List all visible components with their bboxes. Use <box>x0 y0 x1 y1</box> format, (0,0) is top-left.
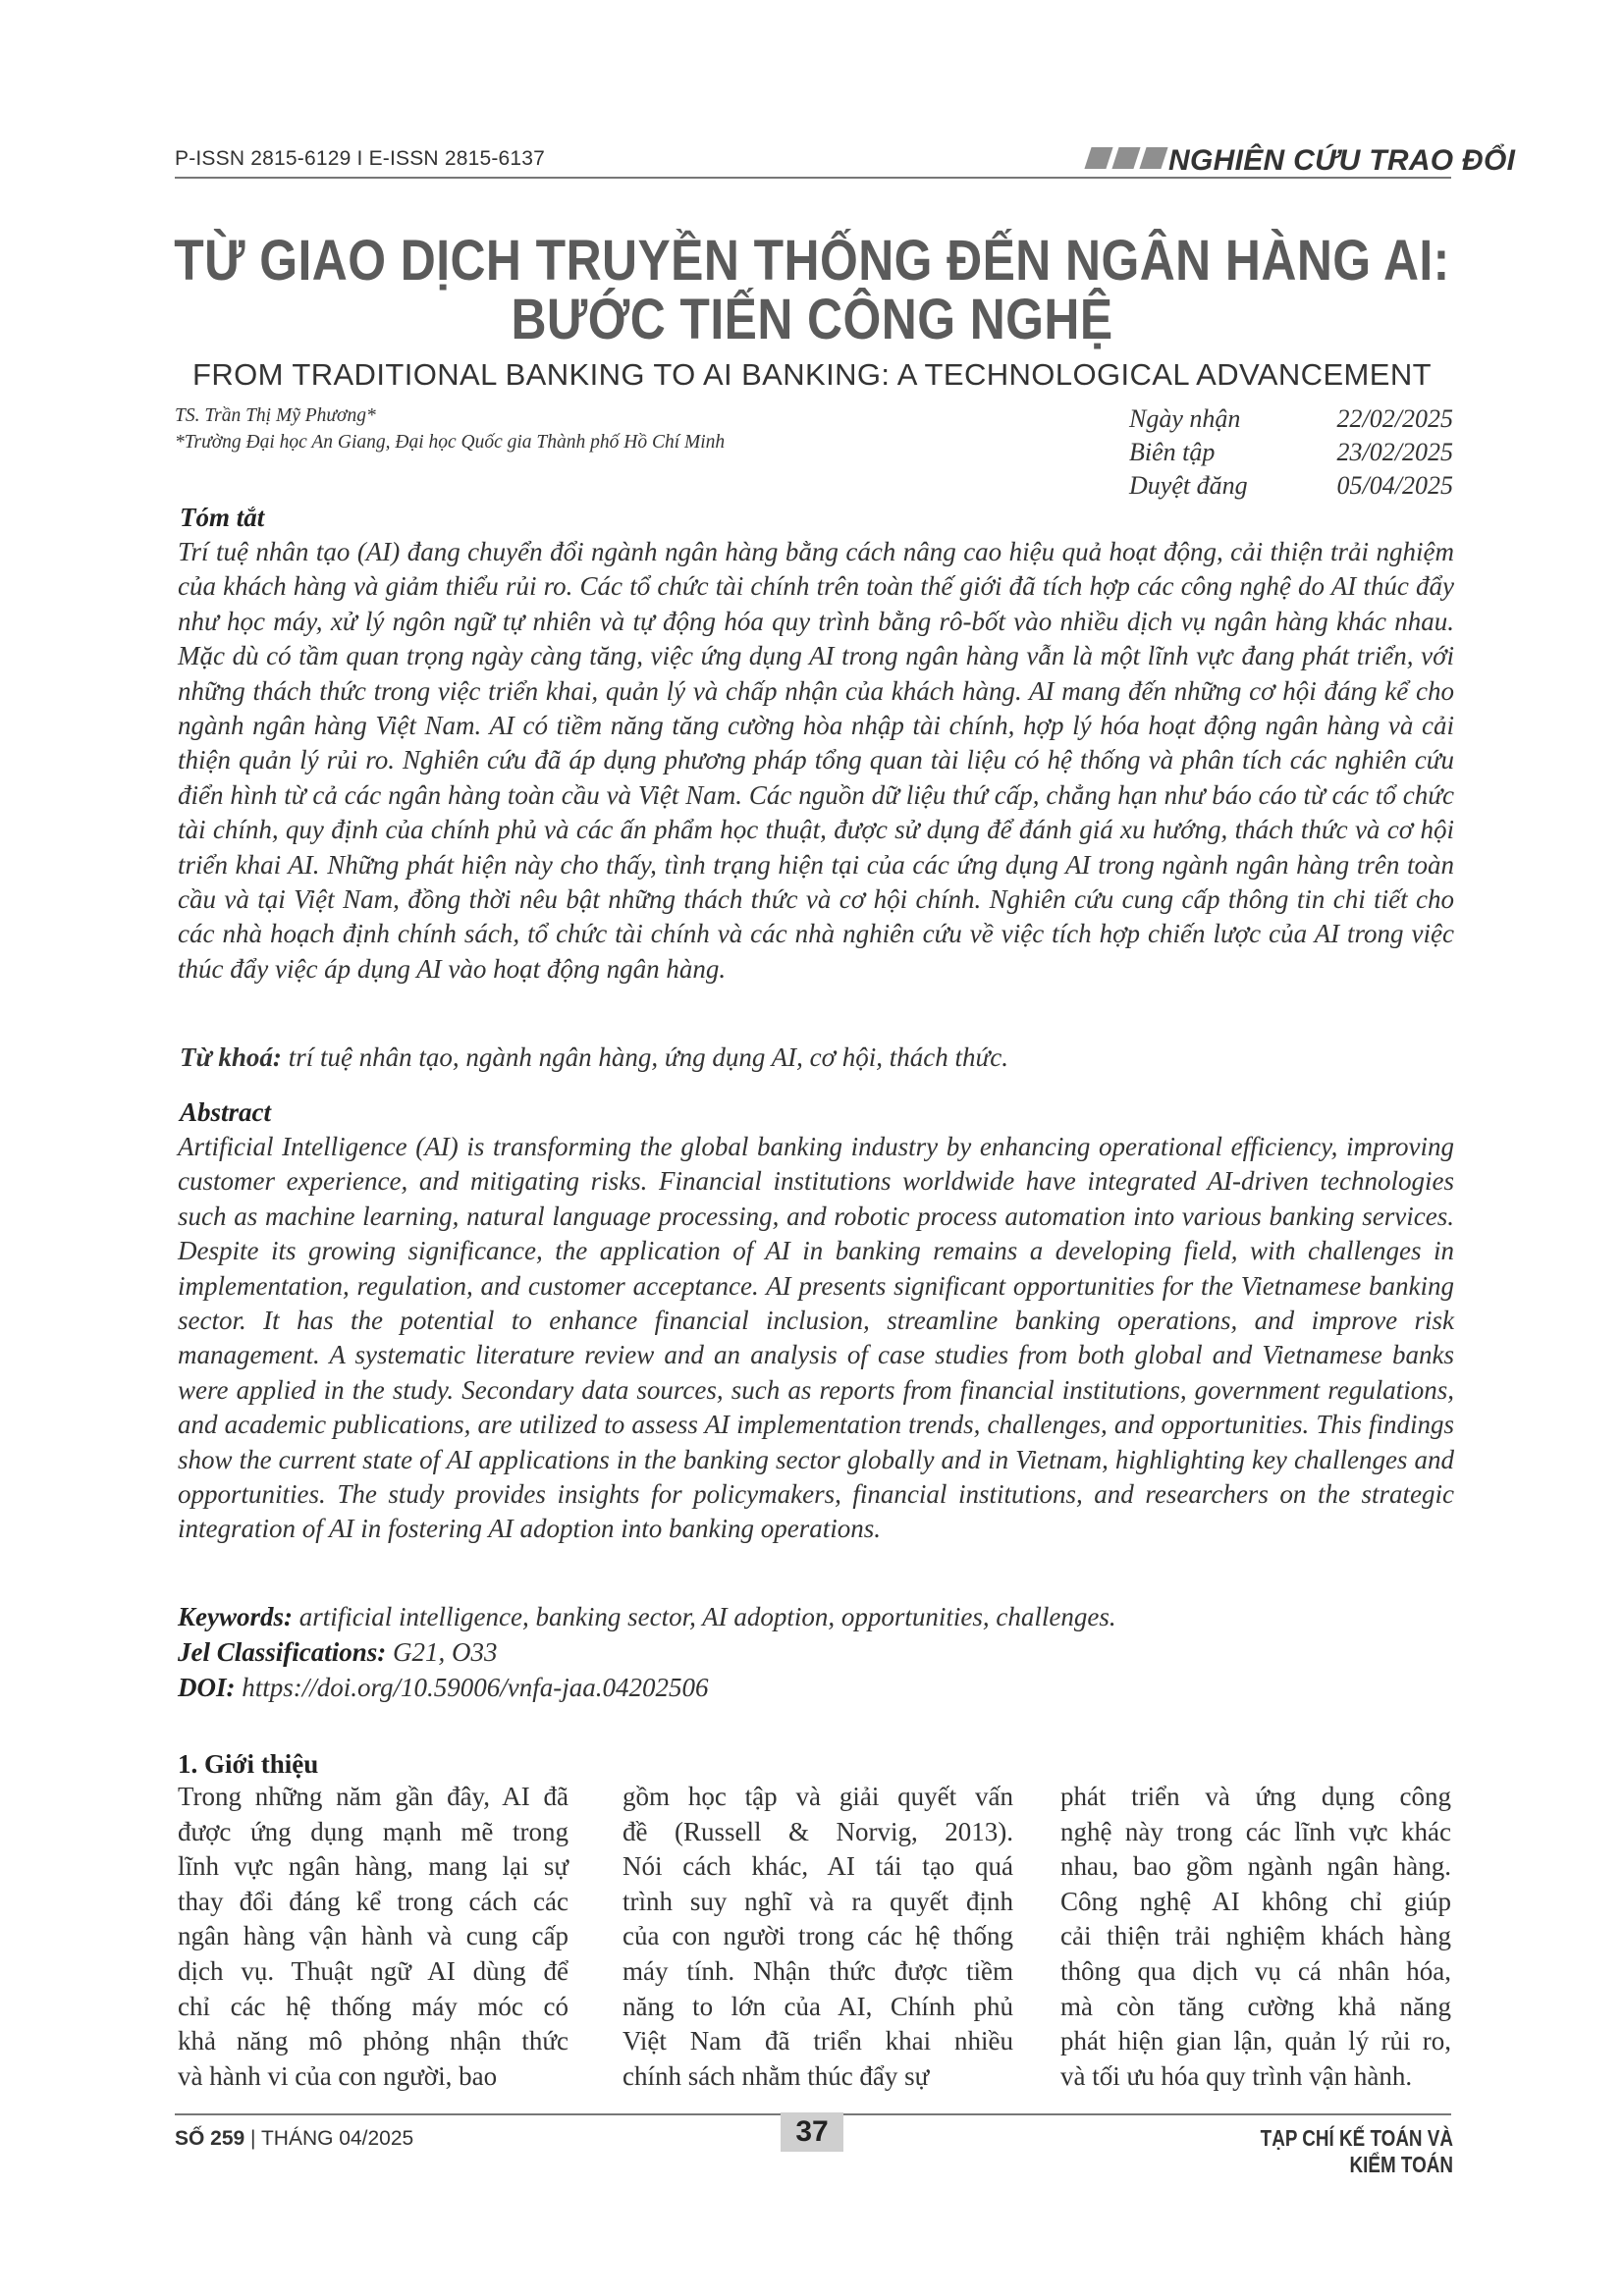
page-number: 37 <box>781 2112 843 2152</box>
keywords-en <box>178 1602 1116 1632</box>
body-line: nhau, bao gồm ngành ngân hàng. <box>1060 1851 1451 1882</box>
author-name: TS. Trần Thị Mỹ Phương* <box>175 405 376 426</box>
abstract-vi-heading: Tóm tắt <box>180 503 265 532</box>
body-line: ngân hàng vận hành và cung cấp <box>178 1921 568 1951</box>
section-heading-introduction: 1. Giới thiệu <box>178 1749 319 1779</box>
date-value: 23/02/2025 <box>1336 438 1453 466</box>
body-line: Nói cách khác, AI tái tạo quá <box>623 1851 1013 1882</box>
body-line: đề (Russell & Norvig, 2013). <box>623 1816 1013 1846</box>
body-line: và tối ưu hóa quy trình vận hành. <box>1060 2060 1413 2091</box>
section-bars-decoration <box>1088 147 1164 169</box>
body-column-1 <box>178 1780 568 2094</box>
date-received-row <box>1129 404 1453 434</box>
body-line: Công nghệ AI không chỉ giúp <box>1060 1886 1451 1916</box>
footer-issue-number: SỐ 259 <box>175 2127 245 2150</box>
abstract-en-heading: Abstract <box>180 1097 272 1127</box>
keywords-vi-text: trí tuệ nhân tạo, ngành ngân hàng, ứng dụng AI, cơ hội, thách thức. <box>288 1042 1008 1072</box>
body-line: chỉ các hệ thống máy móc có <box>178 1991 568 2021</box>
body-line: được ứng dụng mạnh mẽ trong <box>178 1816 568 1846</box>
body-line: phát hiện gian lận, quản lý rủi ro, <box>1060 2026 1451 2056</box>
article-title-line2: BƯỚC TIẾN CÔNG NGHỆ <box>511 288 1113 351</box>
abstract-en-text: Artificial Intelligence (AI) is transforming the global banking industry by enhancing operational efficiency, improving customer experience, and mitigating risks. Financial institutions worldwide have integrated AI-driven technologies such as machine learning, natural language processing, and robotic process automation into various banking services. Despite its growing significance, the application of AI in banking remains a developing field, with challenges in implementation, regulation, and customer acceptance. AI presents significant opportunities for the Vietnamese banking sector. It has the potential to enhance financial inclusion, streamline banking operations, and improve risk management. A systematic literature review and an analysis of case studies from both global and Vietnamese banks were applied in the study. Secondary data sources, such as reports from financial institutions, government regulations, and academic publications, are utilized to assess AI implementation trends, challenges, and opportunities. This findings show the current state of AI applications in the banking sector globally and in Vietnam, highlighting key challenges and opportunities. The study provides insights for policymakers, financial institutions, and researchers on the strategic integration of AI in fostering AI adoption into banking operations. <box>178 1132 1454 1544</box>
date-value: 05/04/2025 <box>1336 471 1453 500</box>
body-line: năng to lớn của AI, Chính phủ <box>623 1991 1013 2021</box>
date-label: Duyệt đăng <box>1129 471 1248 500</box>
body-line: trình suy nghĩ và ra quyết định <box>623 1886 1013 1916</box>
jel-classifications <box>178 1637 498 1668</box>
date-edited-row <box>1129 438 1453 467</box>
article-title-english: FROM TRADITIONAL BANKING TO AI BANKING: A TECHNOLOGICAL ADVANCEMENT <box>192 357 1432 392</box>
body-line: gồm học tập và giải quyết vấn <box>623 1782 1013 1811</box>
keywords-vi <box>180 1042 1008 1073</box>
body-line: cải thiện trải nghiệm khách hàng <box>1060 1921 1451 1951</box>
date-value: 22/02/2025 <box>1336 404 1453 433</box>
body-column-3 <box>1060 1780 1451 2094</box>
jel-label: Jel Classifications: <box>178 1637 387 1667</box>
body-line: thông qua dịch vụ cá nhân hóa, <box>1060 1955 1451 1986</box>
keywords-en-text: artificial intelligence, banking sector, AI adoption, opportunities, challenges. <box>298 1602 1116 1631</box>
date-accepted-row <box>1129 471 1453 501</box>
abstract-vi-text: Trí tuệ nhân tạo (AI) đang chuyển đổi ngành ngân hàng bằng cách nâng cao hiệu quả hoạt động, cải thiện trải nghiệm của khách hàng và giảm thiểu rủi ro. Các tổ chức tài chính trên toàn thế giới đã tích hợp các công nghệ do AI thúc đẩy như học máy, xử lý ngôn ngữ tự nhiên và tự động hóa quy trình bằng rô-bốt vào nhiều dịch vụ ngân hàng khác nhau. Mặc dù có tầm quan trọng ngày càng tăng, việc ứng dụng AI trong ngân hàng vẫn là một lĩnh vực đang phát triển, với những thách thức trong việc triển khai, quản lý và chấp nhận của khách hàng. AI mang đến những cơ hội đáng kể cho ngành ngân hàng Việt Nam. AI có tiềm năng tăng cường hòa nhập tài chính, hợp lý hóa hoạt động ngân hàng và cải thiện quản lý rủi ro. Nghiên cứu đã áp dụng phương pháp tổng quan tài liệu có hệ thống và phân tích các nghiên cứu điển hình từ cả các ngân hàng toàn cầu và Việt Nam. Các nguồn dữ liệu thứ cấp, chẳng hạn như báo cáo từ các tổ chức tài chính, quy định của chính phủ và các ấn phẩm học thuật, được sử dụng để đánh giá xu hướng, thách thức và cơ hội triển khai AI. Những phát hiện này cho thấy, tình trạng hiện tại của các ứng dụng AI trong ngành ngân hàng trên toàn cầu và tại Việt Nam, đồng thời nêu bật những thách thức và cơ hội chính. Nghiên cứu cung cấp thông tin chi tiết cho các nhà hoạch định chính sách, tổ chức tài chính và các nhà nghiên cứu về việc tích hợp chiến lược của AI trong việc thúc đẩy việc áp dụng AI vào hoạt động ngân hàng. <box>178 537 1454 984</box>
body-line: máy tính. Nhận thức được tiềm <box>623 1955 1013 1986</box>
keywords-en-label: Keywords: <box>178 1602 293 1631</box>
body-line: và hành vi của con người, bao <box>178 2060 498 2091</box>
body-line: khả năng mô phỏng nhận thức <box>178 2026 568 2056</box>
article-title-line1: TỪ GIAO DỊCH TRUYỀN THỐNG ĐẾN NGÂN HÀNG AI: <box>174 229 1450 293</box>
doi-label: DOI: <box>178 1673 236 1702</box>
body-line: lĩnh vực ngân hàng, mang lại sự <box>178 1851 568 1882</box>
body-line: Việt Nam đã triển khai nhiều <box>623 2026 1013 2056</box>
footer-journal-name: TẠP CHÍ KẾ TOÁN VÀ KIỂM TOÁN <box>1260 2125 1453 2177</box>
doi-link[interactable]: https://doi.org/10.59006/vnfa-jaa.04202506 <box>242 1673 709 1702</box>
date-label: Biên tập <box>1129 438 1216 466</box>
body-line: phát triển và ứng dụng công <box>1060 1782 1451 1811</box>
body-line: Trong những năm gần đây, AI đã <box>178 1782 568 1811</box>
date-label: Ngày nhận <box>1129 404 1241 433</box>
body-line: của con người trong các hệ thống <box>623 1921 1013 1951</box>
body-column-2 <box>623 1780 1013 2094</box>
body-line: chính sách nhằm thúc đẩy sự <box>623 2060 930 2091</box>
keywords-vi-label: Từ khoá: <box>180 1042 282 1072</box>
body-line: thay đổi đáng kể trong cách các <box>178 1886 568 1916</box>
issn-line: P-ISSN 2815-6129 I E-ISSN 2815-6137 <box>175 147 546 170</box>
body-line: dịch vụ. Thuật ngữ AI dùng để <box>178 1955 568 1986</box>
body-line: mà còn tăng cường khả năng <box>1060 1991 1451 2021</box>
footer-issue-date: | THÁNG 04/2025 <box>244 2127 414 2150</box>
jel-codes: G21, O33 <box>393 1637 498 1667</box>
footer-issue <box>175 2127 413 2151</box>
header-rule <box>175 177 1451 179</box>
body-line: nghệ này trong các lĩnh vực khác <box>1060 1816 1451 1846</box>
doi-line <box>178 1673 709 1703</box>
author-affiliation: *Trường Đại học An Giang, Đại học Quốc gia Thành phố Hồ Chí Minh <box>175 432 726 453</box>
section-label: NGHIÊN CỨU TRAO ĐỔI <box>1168 144 1516 177</box>
